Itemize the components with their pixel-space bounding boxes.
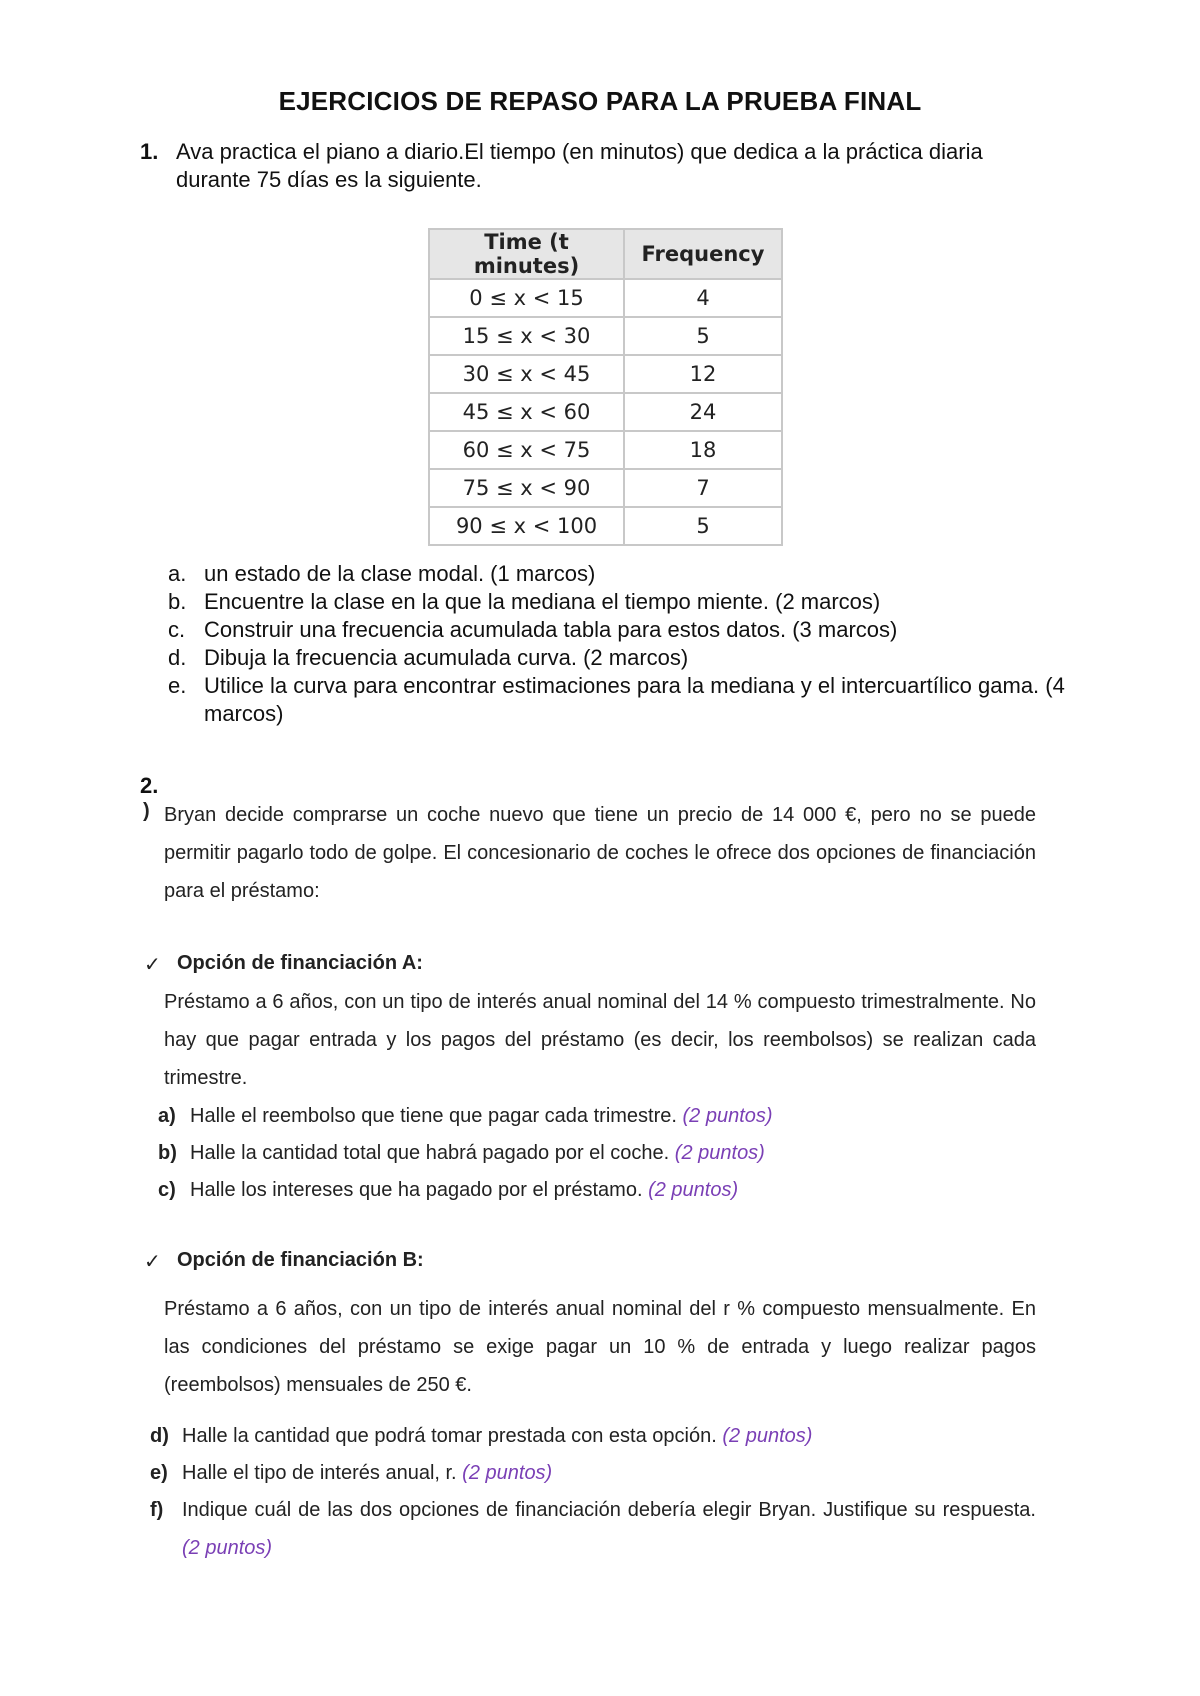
points-label: (2 puntos) xyxy=(682,1105,773,1127)
table-row xyxy=(429,431,782,469)
item-text: Indique cuál de las dos opciones de financiación debería elegir Bryan. Justifique su respuesta. xyxy=(182,1499,1036,1521)
table-row xyxy=(429,507,782,545)
header-frequency: Frequency xyxy=(624,229,782,279)
list-item xyxy=(168,672,1088,728)
table-row xyxy=(429,279,782,317)
table-row xyxy=(429,393,782,431)
interval-cell: 45 ≤ x < 60 xyxy=(429,393,624,431)
frequency-cell: 18 xyxy=(624,431,782,469)
table-row xyxy=(429,469,782,507)
list-item xyxy=(150,1491,1036,1567)
list-item xyxy=(168,560,1088,588)
frequency-cell: 5 xyxy=(624,317,782,355)
item-text: Utilice la curva para encontrar estimaciones para la mediana y el intercuartílico gama. (4 marcos) xyxy=(204,673,1065,726)
item-text: Construir una frecuencia acumulada tabla para estos datos. (3 marcos) xyxy=(204,617,898,642)
item-letter: e. xyxy=(168,673,187,698)
points-label: (2 puntos) xyxy=(462,1462,553,1484)
header-time: Time (t minutes) xyxy=(429,229,624,279)
item-letter: f) xyxy=(150,1499,164,1521)
list-item xyxy=(150,1417,1030,1455)
frequency-table xyxy=(428,228,783,546)
checkmark-icon: ✓ xyxy=(144,1251,161,1273)
question-text: Ava practica el piano a diario.El tiempo (en minutos) que dedica a la práctica diaria durante 75 días es la siguiente. xyxy=(176,139,983,192)
table-header-row xyxy=(429,229,782,279)
list-item xyxy=(168,644,1088,672)
interval-cell: 15 ≤ x < 30 xyxy=(429,317,624,355)
option-a-title: Opción de financiación A: xyxy=(177,952,423,974)
item-letter: c) xyxy=(158,1179,176,1201)
list-item xyxy=(150,1454,1030,1492)
frequency-cell: 7 xyxy=(624,469,782,507)
interval-cell: 0 ≤ x < 15 xyxy=(429,279,624,317)
item-text: Encuentre la clase en la que la mediana el tiempo miente. (2 marcos) xyxy=(204,589,881,614)
question-number: 1. xyxy=(140,139,159,164)
list-item xyxy=(158,1097,1038,1135)
item-text: Halle la cantidad total que habrá pagado por el coche. xyxy=(190,1142,670,1164)
table-row xyxy=(429,355,782,393)
item-text: Halle la cantidad que podrá tomar prestada con esta opción. xyxy=(182,1425,717,1447)
question-1-subparts xyxy=(168,560,1088,728)
page-title: EJERCICIOS DE REPASO PARA LA PRUEBA FINAL xyxy=(278,86,922,116)
interval-cell: 75 ≤ x < 90 xyxy=(429,469,624,507)
item-text: Halle los intereses que ha pagado por el préstamo. xyxy=(190,1179,643,1201)
item-letter: d. xyxy=(168,645,187,670)
interval-cell: 90 ≤ x < 100 xyxy=(429,507,624,545)
item-letter: b. xyxy=(168,589,187,614)
question-2-intro: Bryan decide comprarse un coche nuevo que tiene un precio de 14 000 €, pero no se puede permitir pagarlo todo de golpe. El concesionario de coches le ofrece dos opciones de financiación para el préstamo: xyxy=(164,804,1036,902)
frequency-cell: 24 xyxy=(624,393,782,431)
points-label: (2 puntos) xyxy=(674,1142,765,1164)
item-letter: c. xyxy=(168,617,186,642)
points-label: (2 puntos) xyxy=(722,1425,813,1447)
list-item xyxy=(168,588,1088,616)
item-text: un estado de la clase modal. (1 marcos) xyxy=(204,561,596,586)
interval-cell: 60 ≤ x < 75 xyxy=(429,431,624,469)
item-letter: b) xyxy=(158,1142,177,1164)
frequency-cell: 12 xyxy=(624,355,782,393)
interval-cell: 30 ≤ x < 45 xyxy=(429,355,624,393)
item-letter: a. xyxy=(168,561,187,586)
option-b-title: Opción de financiación B: xyxy=(177,1249,424,1271)
list-item xyxy=(168,616,1088,644)
checkmark-icon: ✓ xyxy=(144,954,161,976)
points-label: (2 puntos) xyxy=(182,1537,273,1559)
frequency-cell: 5 xyxy=(624,507,782,545)
item-text: Halle el reembolso que tiene que pagar cada trimestre. xyxy=(190,1105,677,1127)
list-item xyxy=(158,1171,1038,1209)
item-letter: d) xyxy=(150,1425,169,1447)
question-2-number: 2. xyxy=(140,773,159,798)
option-a-text: Préstamo a 6 años, con un tipo de interés anual nominal del 14 % compuesto trimestralmente. No hay que pagar entrada y los pagos del préstamo (es decir, los reembolsos) se realizan cada trimestre. xyxy=(164,991,1036,1089)
points-label: (2 puntos) xyxy=(648,1179,739,1201)
frequency-cell: 4 xyxy=(624,279,782,317)
item-letter: e) xyxy=(150,1462,168,1484)
item-letter: a) xyxy=(158,1105,176,1127)
table-row xyxy=(429,317,782,355)
item-text: Dibuja la frecuencia acumulada curva. (2 marcos) xyxy=(204,645,689,670)
paren-marker: ) xyxy=(143,800,150,822)
list-item xyxy=(158,1134,1038,1172)
option-b-text: Préstamo a 6 años, con un tipo de interés anual nominal del r % compuesto mensualmente. En las condiciones del préstamo se exige pagar un 10 % de entrada y luego realizar pagos (reembolsos) mensuales de 250 €. xyxy=(164,1298,1036,1396)
question-1 xyxy=(140,138,1060,194)
item-text: Halle el tipo de interés anual, r. xyxy=(182,1462,457,1484)
